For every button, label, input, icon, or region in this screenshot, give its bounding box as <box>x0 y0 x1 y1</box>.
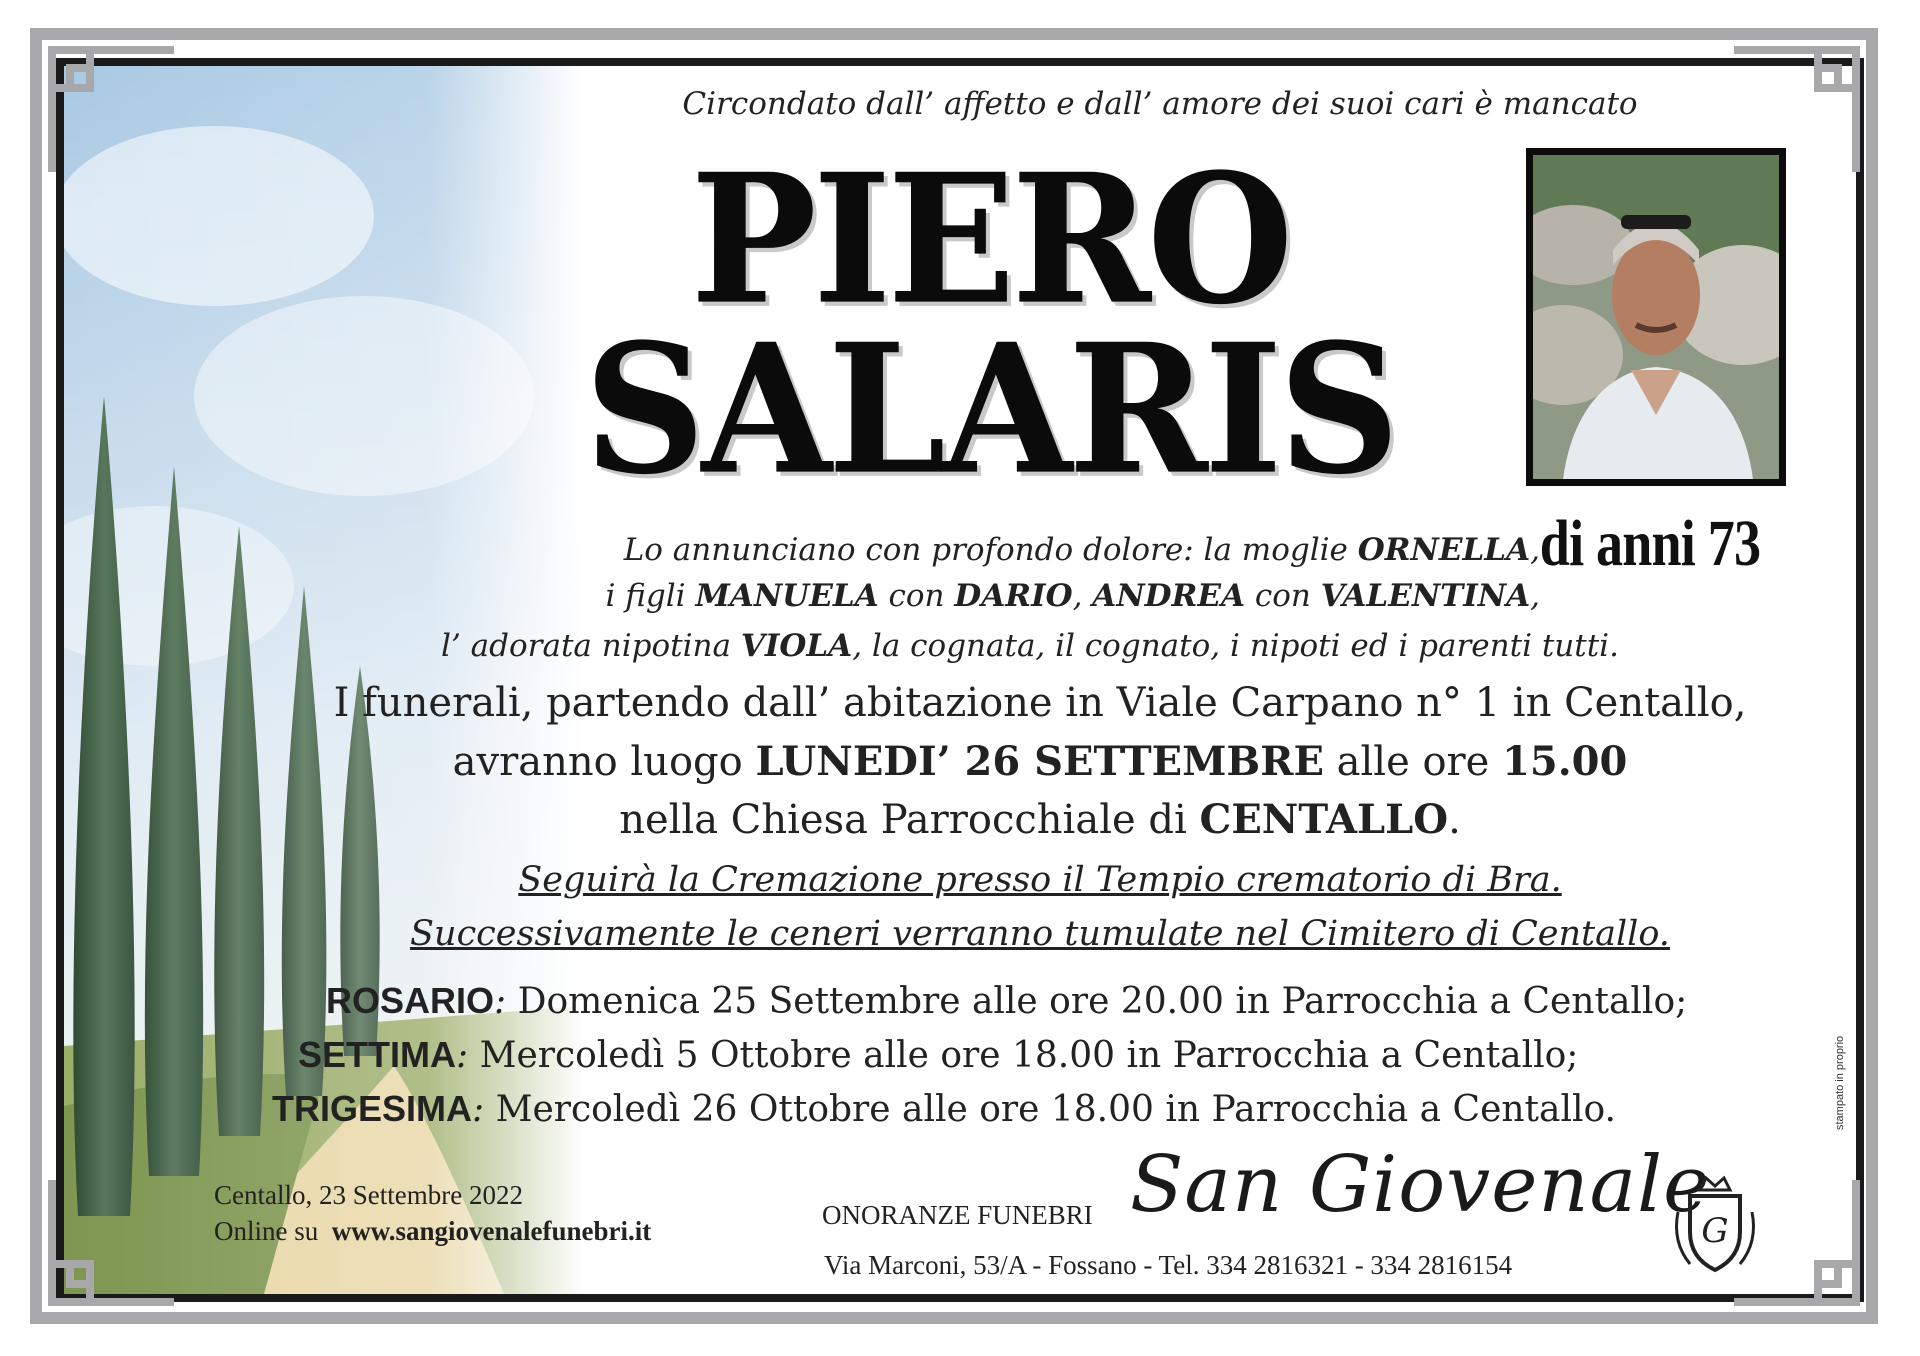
svg-text:G: G <box>1701 1211 1729 1251</box>
agency-label: ONORANZE FUNEBRI <box>822 1200 1093 1230</box>
service-trigesima: TRIGESIMA: Mercoledì 26 Ottobre alle ore 18.00 in Parrocchia a Centallo. <box>272 1088 1616 1130</box>
cremation-line-1: Seguirà la Cremazione presso il Tempio crematorio di Bra. <box>518 860 1562 900</box>
first-name: PIERO <box>690 134 1290 344</box>
service-settima: SETTIMA: Mercoledì 5 Ottobre alle ore 18.00 in Parrocchia a Centallo; <box>298 1034 1579 1076</box>
agency-address: Via Marconi, 53/A - Fossano - Tel. 334 2816321 - 334 2816154 <box>824 1250 1513 1280</box>
website-link[interactable]: www.sangiovenalefunebri.it <box>331 1216 652 1246</box>
announcement-line-2: i figli MANUELA con DARIO, ANDREA con VALENTINA, <box>605 578 1540 614</box>
funeral-line-3: nella Chiesa Parrocchiale di CENTALLO. <box>619 796 1461 843</box>
corner-ornament-top-left <box>30 28 180 178</box>
online-line: Online su www.sangiovenalefunebri.it <box>214 1216 652 1246</box>
service-rosario: ROSARIO: Domenica 25 Settembre alle ore 20.00 in Parrocchia a Centallo; <box>326 980 1688 1022</box>
printed-note: stampato in proprio <box>1834 1035 1846 1130</box>
agency-name: San Giovenale <box>1130 1140 1711 1230</box>
age-label: di anni 73 <box>1539 507 1761 580</box>
cremation-line-2: Successivamente le ceneri verranno tumulate nel Cimitero di Centallo. <box>410 914 1670 954</box>
announcement-line-1: Lo annunciano con profondo dolore: la moglie ORNELLA, <box>623 532 1540 568</box>
intro-text: Circondato dall’ affetto e dall’ amore dei suoi cari è mancato <box>682 86 1638 122</box>
corner-ornament-bottom-left <box>30 1174 180 1324</box>
announcement-line-3: l’ adorata nipotina VIOLA, la cognata, il cognato, i nipoti ed i parenti tutti. <box>441 628 1619 664</box>
crest-icon <box>1670 1172 1760 1276</box>
place-date: Centallo, 23 Settembre 2022 <box>214 1180 523 1210</box>
last-name: SALARIS <box>584 304 1396 514</box>
portrait-photo <box>1526 148 1786 486</box>
funeral-line-1: I funerali, partendo dall’ abitazione in Viale Carpano n° 1 in Centallo, <box>333 680 1747 726</box>
funeral-line-2: avranno luogo LUNEDI’ 26 SETTEMBRE alle ore 15.00 <box>452 738 1628 785</box>
